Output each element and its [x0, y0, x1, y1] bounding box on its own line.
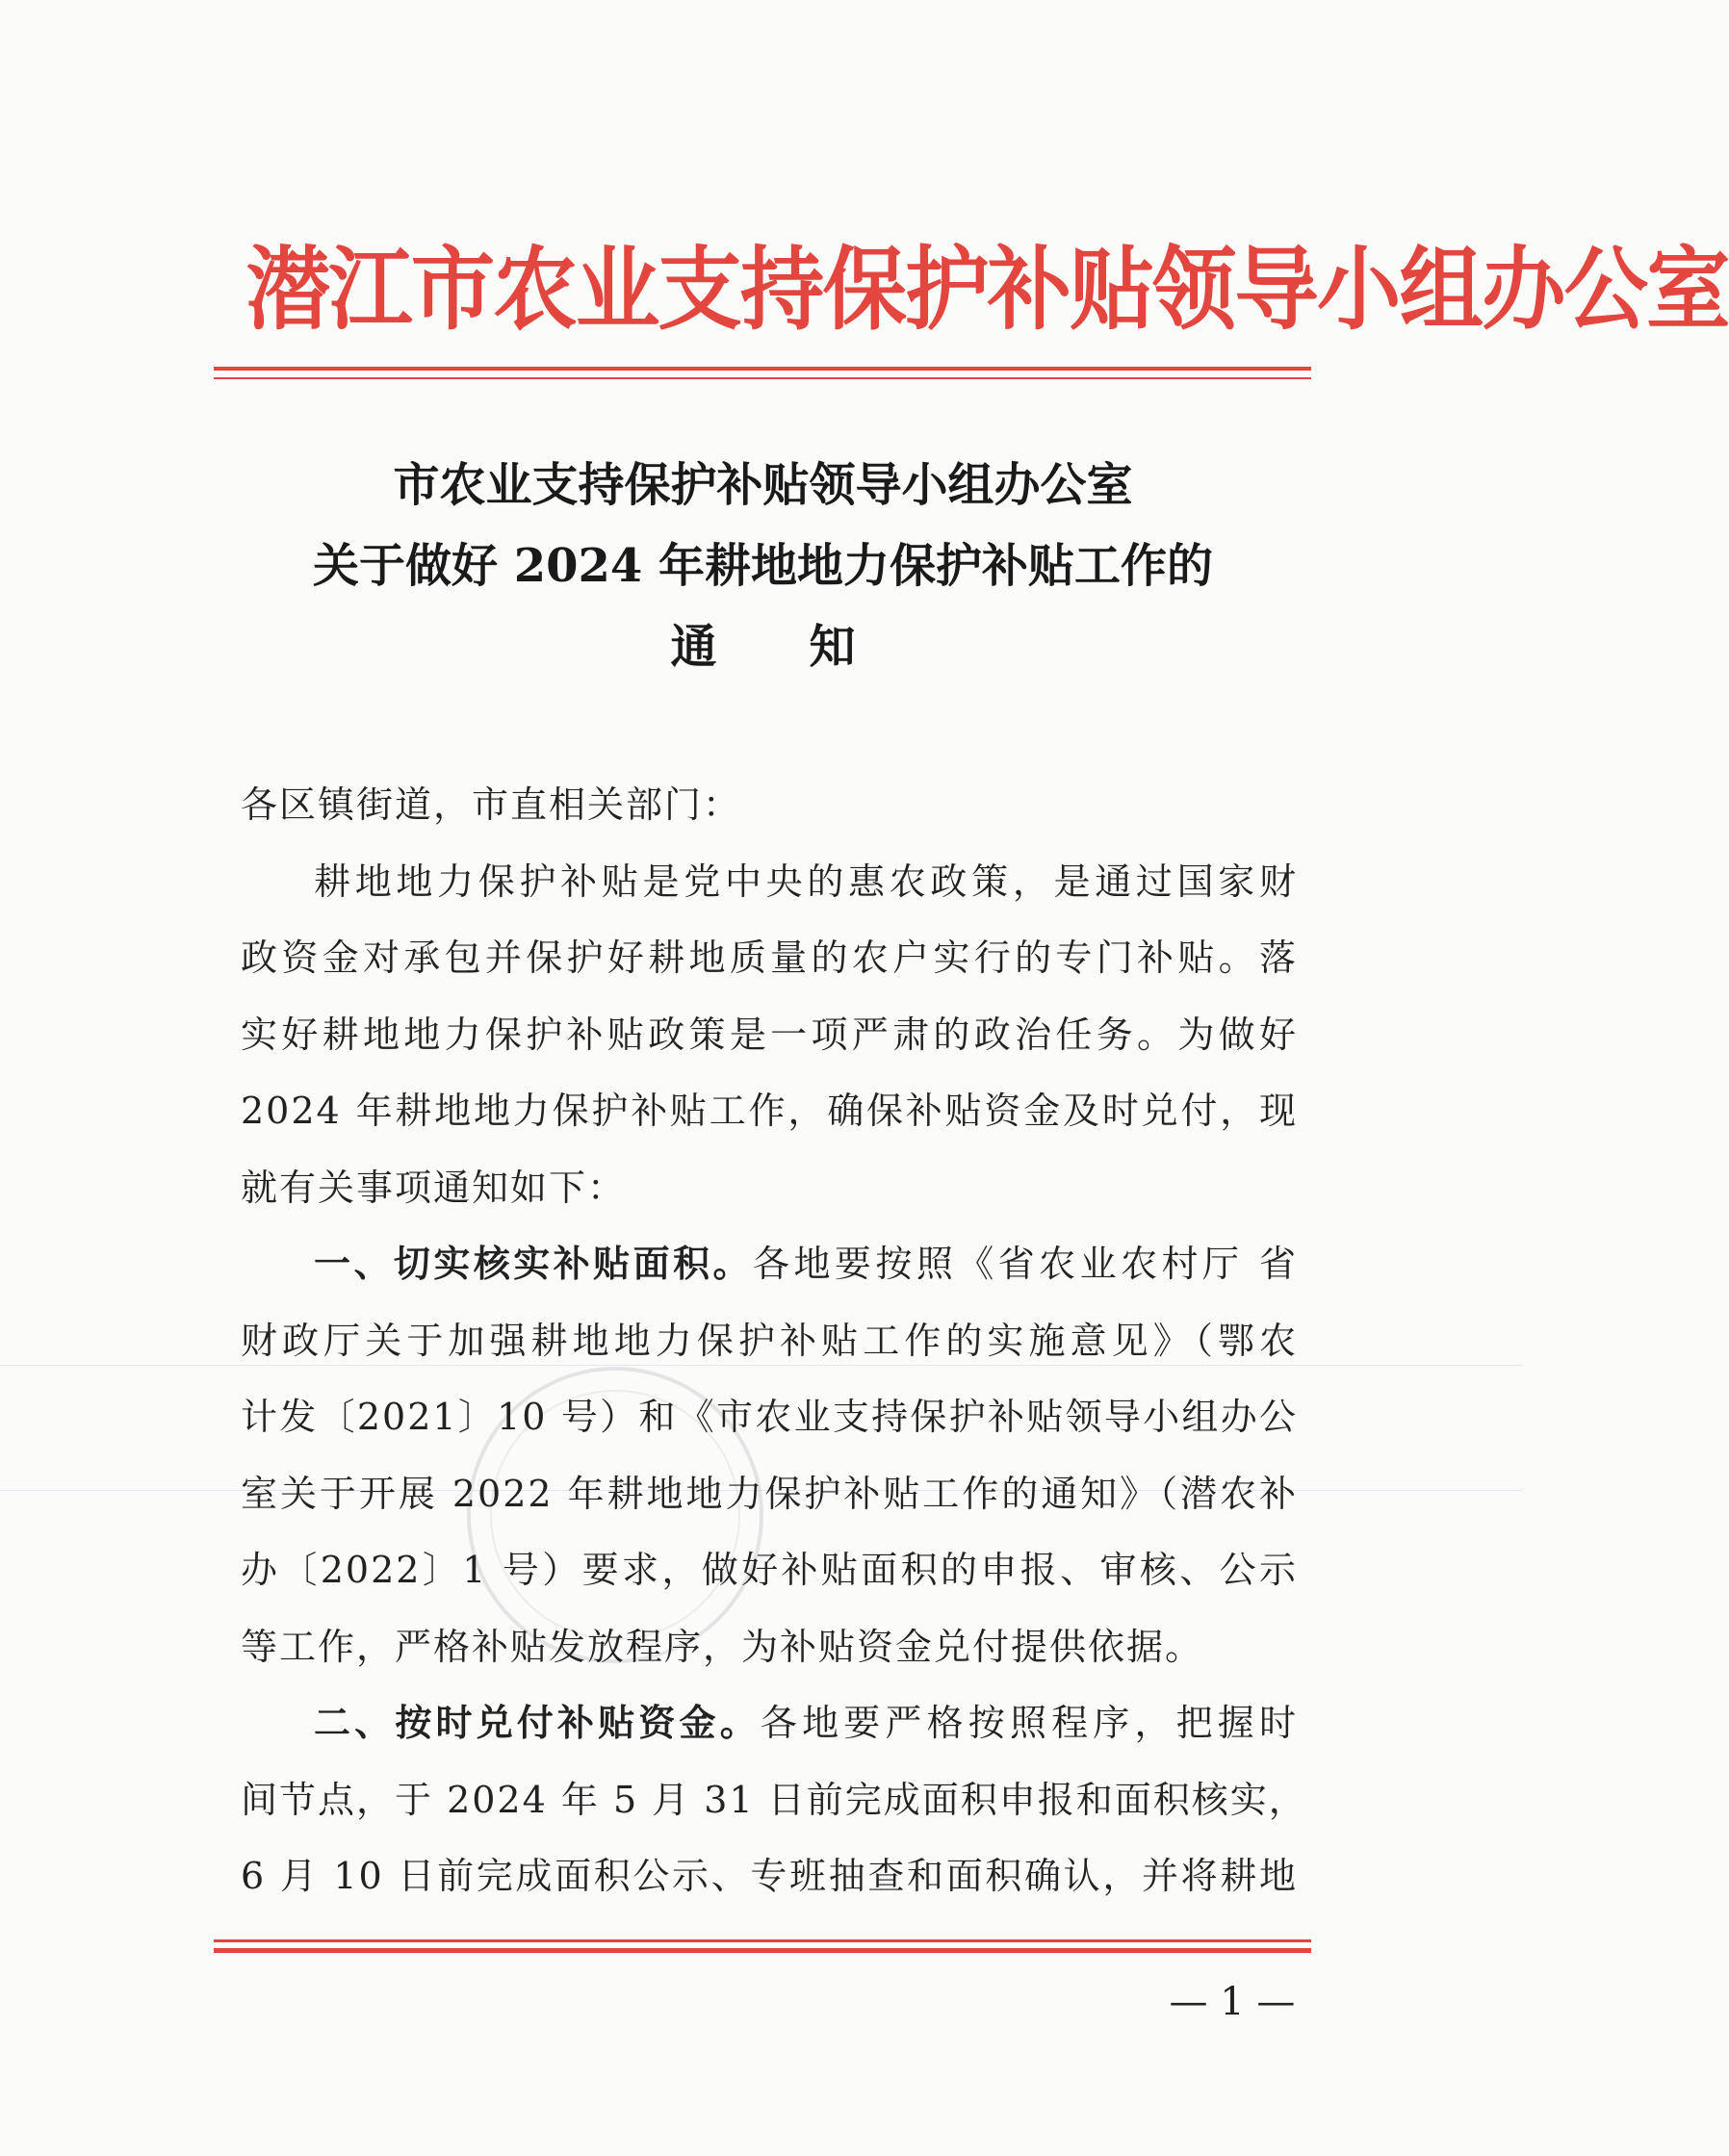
section-2-heading: 二、按时兑付补贴资金。	[314, 1702, 761, 1744]
body-line: 政资金对承包并保护好耕地质量的农户实行的专门补贴。落	[241, 937, 1298, 979]
body-line: 就有关事项通知如下：	[241, 1166, 627, 1209]
body-line: 室关于开展 2022 年耕地地力保护补贴工作的通知》（潜农补	[241, 1472, 1298, 1515]
page-number: — 1 —	[1169, 1980, 1296, 2024]
body-line: 2024 年耕地地力保护补贴工作，确保补贴资金及时兑付，现	[241, 1090, 1298, 1132]
body-line: 6 月 10 日前完成面积公示、专班抽查和面积确认，并将耕地	[241, 1855, 1298, 1897]
section-1-heading: 一、切实核实补贴面积。	[314, 1243, 753, 1285]
footer-rule-thin	[214, 1939, 1311, 1942]
footer-rule-thick	[214, 1948, 1311, 1953]
body-line: 计发〔2021〕10 号）和《市农业支持保护补贴领导小组办公	[241, 1396, 1298, 1438]
section-1-first-line	[241, 1226, 1298, 1303]
title-line-3: 通知	[670, 620, 948, 674]
body-line: 办〔2022〕1 号）要求，做好补贴面积的申报、审核、公示	[241, 1549, 1298, 1591]
body-line: 耕地地力保护补贴是党中央的惠农政策，是通过国家财	[314, 860, 1298, 903]
body-line: 等工作，严格补贴发放程序，为补贴资金兑付提供依据。	[241, 1625, 1204, 1668]
body-line: 间节点，于 2024 年 5 月 31 日前完成面积申报和面积核实，	[241, 1778, 1307, 1821]
document-title	[193, 445, 1333, 687]
body-line: 财政厅关于加强耕地地力保护补贴工作的实施意见》（鄂农	[241, 1319, 1298, 1362]
masthead-rule-thin	[214, 377, 1311, 379]
salutation: 各区镇街道，市直相关部门：	[241, 783, 742, 826]
section-1-text: 各地要按照《省农业农村厅 省	[753, 1243, 1298, 1285]
section-2-first-line	[241, 1685, 1298, 1762]
body-line: 实好耕地地力保护补贴政策是一项严肃的政治任务。为做好	[241, 1013, 1298, 1056]
section-2-text: 各地要严格按照程序，把握时	[760, 1702, 1298, 1744]
masthead-rule-thick	[214, 367, 1311, 371]
document-body	[241, 767, 1307, 1915]
title-line-1: 市农业支持保护补贴领导小组办公室	[393, 458, 1133, 512]
title-line-2: 关于做好 2024 年耕地地力保护补贴工作的	[312, 539, 1214, 593]
masthead-title: 潜江市农业支持保护补贴领导小组办公室	[245, 238, 1729, 343]
